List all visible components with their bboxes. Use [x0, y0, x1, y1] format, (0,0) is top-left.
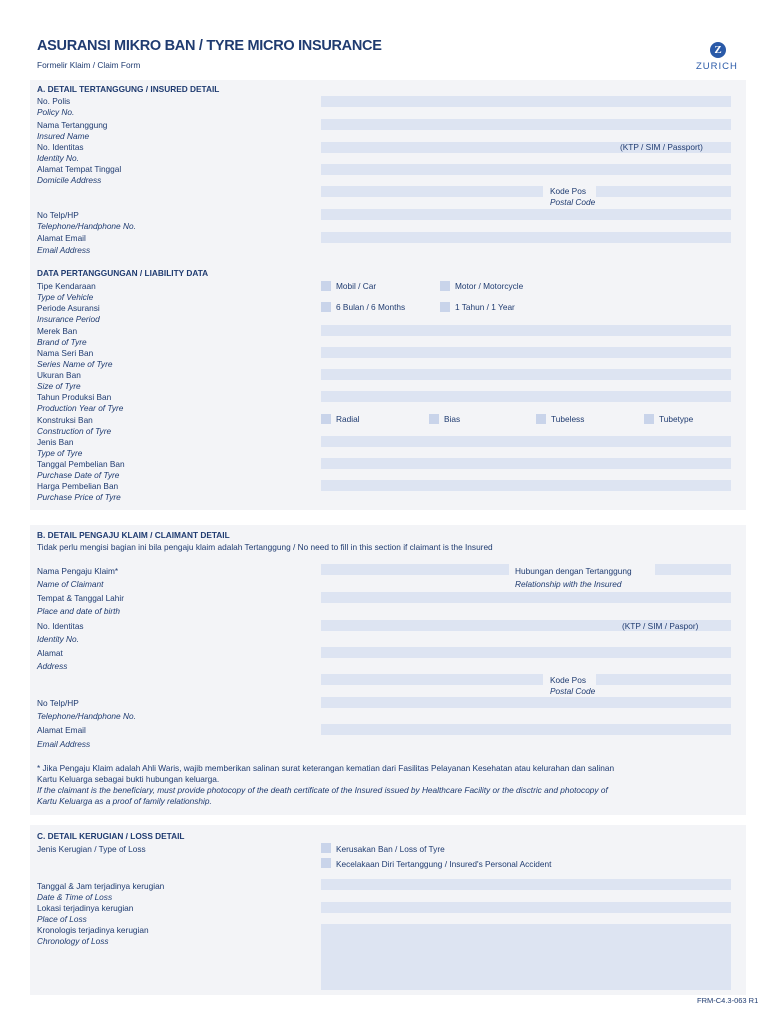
size-field[interactable]	[321, 369, 731, 380]
personal-accident-option-label: Kecelakaan Diri Tertanggung / Insured's Personal Accident	[336, 859, 552, 869]
radial-option-label: Radial	[336, 414, 360, 424]
tubeless-option-label: Tubeless	[551, 414, 585, 424]
identity-hint: (KTP / SIM / Passport)	[620, 142, 703, 152]
liability-heading: DATA PERTANGGUNGAN / LIABILITY DATA	[37, 268, 209, 278]
car-checkbox[interactable]	[321, 281, 331, 291]
section-b-note: Tidak perlu mengisi bagian ini bila pengaju klaim adalah Tertanggung / No need to fill in this section if claimant is the Insured	[37, 542, 493, 552]
address-label-en: Domicile Address	[37, 175, 102, 185]
construction-label-en: Construction of Tyre	[37, 426, 112, 436]
claimant-label: Nama Pengaju Klaim*	[37, 566, 119, 576]
one-year-checkbox[interactable]	[440, 302, 450, 312]
loss-datetime-label-en: Date & Time of Loss	[37, 892, 113, 902]
relation-field[interactable]	[655, 564, 731, 575]
period-label: Periode Asuransi	[37, 303, 100, 313]
footnote-id-line-2: Kartu Keluarga sebagai bukti hubungan keluarga.	[37, 774, 220, 784]
chronology-label: Kronologis terjadinya kerugian	[37, 925, 149, 935]
motorcycle-option-label: Motor / Motorcycle	[455, 281, 524, 291]
claimant-address-field-2[interactable]	[321, 674, 543, 685]
series-label: Nama Seri Ban	[37, 348, 94, 358]
footnote-en-line-2: Kartu Keluarga as a proof of family relationship.	[37, 796, 212, 806]
address-label: Alamat Tempat Tinggal	[37, 164, 122, 174]
birth-label-en: Place and date of birth	[37, 606, 121, 616]
brand-label: Merek Ban	[37, 326, 78, 336]
claimant-postal-label-en: Postal Code	[550, 686, 596, 696]
one-year-option-label: 1 Tahun / 1 Year	[455, 302, 515, 312]
chronology-field[interactable]	[321, 924, 731, 990]
loss-place-label-en: Place of Loss	[37, 914, 87, 924]
zurich-logo	[692, 42, 744, 78]
email-field[interactable]	[321, 232, 731, 243]
bias-checkbox[interactable]	[429, 414, 439, 424]
prod-year-label-en: Production Year of Tyre	[37, 403, 124, 413]
bias-option-label: Bias	[444, 414, 461, 424]
claimant-phone-label: No Telp/HP	[37, 698, 79, 708]
loss-datetime-label: Tanggal & Jam terjadinya kerugian	[37, 881, 165, 891]
policy-no-label: No. Polis	[37, 96, 71, 106]
size-label-en: Size of Tyre	[37, 381, 81, 391]
brand-label-en: Brand of Tyre	[37, 337, 87, 347]
footnote-id-line-1: * Jika Pengaju Klaim adalah Ahli Waris, wajib memberikan salinan surat keterangan kematian dari Fasilitas Pelayanan Kesehatan atau kelurahan dan salinan	[37, 763, 615, 773]
claimant-label-en: Name of Claimant	[37, 579, 104, 589]
car-option-label: Mobil / Car	[336, 281, 377, 291]
section-c-heading: C. DETAIL KERUGIAN / LOSS DETAIL	[37, 831, 185, 841]
identity-no-label: No. Identitas	[37, 142, 84, 152]
address-field-1[interactable]	[321, 164, 731, 175]
purchase-price-field[interactable]	[321, 480, 731, 491]
birth-label: Tempat & Tanggal Lahir	[37, 593, 125, 603]
claimant-email-label-en: Email Address	[37, 739, 91, 749]
tyre-type-label: Jenis Ban	[37, 437, 74, 447]
construction-label: Konstruksi Ban	[37, 415, 93, 425]
section-a-heading: A. DETAIL TERTANGGUNG / INSURED DETAIL	[37, 84, 220, 94]
zurich-logo-text: ZURICH	[696, 61, 738, 72]
relation-label: Hubungan dengan Tertanggung	[515, 566, 632, 576]
purchase-date-label: Tanggal Pembelian Ban	[37, 459, 125, 469]
relation-label-en: Relationship with the Insured	[515, 579, 622, 589]
tubeless-checkbox[interactable]	[536, 414, 546, 424]
insured-name-label: Nama Tertanggung	[37, 120, 108, 130]
claimant-phone-label-en: Telephone/Handphone No.	[37, 711, 136, 721]
loss-place-field[interactable]	[321, 902, 731, 913]
footnote-en-line-1: If the claimant is the beneficiary, must provide photocopy of the death certificate of the Insured issued by Healthcare Facility or the disctric and photocopy of	[37, 785, 608, 795]
loss-datetime-field[interactable]	[321, 879, 731, 890]
purchase-date-field[interactable]	[321, 458, 731, 469]
vehicle-type-label-en: Type of Vehicle	[37, 292, 94, 302]
policy-no-label-en: Policy No.	[37, 107, 75, 117]
tyre-type-label-en: Type of Tyre	[37, 448, 83, 458]
postal-label-en: Postal Code	[550, 197, 596, 207]
claimant-address-label: Alamat	[37, 648, 63, 658]
vehicle-type-label: Tipe Kendaraan	[37, 281, 96, 291]
birth-field[interactable]	[321, 592, 731, 603]
email-label-en: Email Address	[37, 245, 91, 255]
postal-field[interactable]	[596, 186, 731, 197]
claimant-email-label: Alamat Email	[37, 725, 86, 735]
form-code: FRM-C4.3-063 R1	[697, 996, 759, 1005]
series-label-en: Series Name of Tyre	[37, 359, 113, 369]
loss-place-label: Lokasi terjadinya kerugian	[37, 903, 134, 913]
address-field-2[interactable]	[321, 186, 543, 197]
email-label: Alamat Email	[37, 233, 86, 243]
size-label: Ukuran Ban	[37, 370, 81, 380]
zurich-logo-icon: Z	[710, 42, 726, 58]
brand-field[interactable]	[321, 325, 731, 336]
radial-checkbox[interactable]	[321, 414, 331, 424]
personal-accident-checkbox[interactable]	[321, 858, 331, 868]
six-months-checkbox[interactable]	[321, 302, 331, 312]
series-field[interactable]	[321, 347, 731, 358]
claimant-email-field[interactable]	[321, 724, 731, 735]
loss-of-tyre-checkbox[interactable]	[321, 843, 331, 853]
loss-of-tyre-option-label: Kerusakan Ban / Loss of Tyre	[336, 844, 445, 854]
claimant-name-field[interactable]	[321, 564, 509, 575]
chronology-label-en: Chronology of Loss	[37, 936, 109, 946]
insured-name-label-en: Insured Name	[37, 131, 90, 141]
claimant-postal-field[interactable]	[596, 674, 731, 685]
claimant-address-field-1[interactable]	[321, 647, 731, 658]
motorcycle-checkbox[interactable]	[440, 281, 450, 291]
prod-year-label: Tahun Produksi Ban	[37, 392, 112, 402]
period-label-en: Insurance Period	[37, 314, 100, 324]
claimant-postal-label: Kode Pos	[550, 675, 586, 685]
prod-year-field[interactable]	[321, 391, 731, 402]
claimant-identity-hint: (KTP / SIM / Paspor)	[622, 621, 699, 631]
phone-label-en: Telephone/Handphone No.	[37, 221, 136, 231]
claimant-identity-label-en: Identity No.	[37, 634, 79, 644]
section-b-heading: B. DETAIL PENGAJU KLAIM / CLAIMANT DETAIL	[37, 530, 230, 540]
policy-no-field[interactable]	[321, 96, 731, 107]
tubetype-checkbox[interactable]	[644, 414, 654, 424]
form-title: ASURANSI MIKRO BAN / TYRE MICRO INSURANCE	[37, 38, 382, 54]
phone-label: No Telp/HP	[37, 210, 79, 220]
claimant-phone-field[interactable]	[321, 697, 731, 708]
identity-no-label-en: Identity No.	[37, 153, 79, 163]
claimant-identity-label: No. Identitas	[37, 621, 84, 631]
six-months-option-label: 6 Bulan / 6 Months	[336, 302, 406, 312]
form-subtitle: Formelir Klaim / Claim Form	[37, 60, 141, 70]
tyre-type-field[interactable]	[321, 436, 731, 447]
tubetype-option-label: Tubetype	[659, 414, 694, 424]
phone-field[interactable]	[321, 209, 731, 220]
insured-name-field[interactable]	[321, 119, 731, 130]
loss-type-label: Jenis Kerugian / Type of Loss	[37, 844, 146, 854]
claimant-address-label-en: Address	[37, 661, 68, 671]
purchase-price-label: Harga Pembelian Ban	[37, 481, 119, 491]
purchase-price-label-en: Purchase Price of Tyre	[37, 492, 121, 502]
purchase-date-label-en: Purchase Date of Tyre	[37, 470, 120, 480]
postal-label: Kode Pos	[550, 186, 586, 196]
